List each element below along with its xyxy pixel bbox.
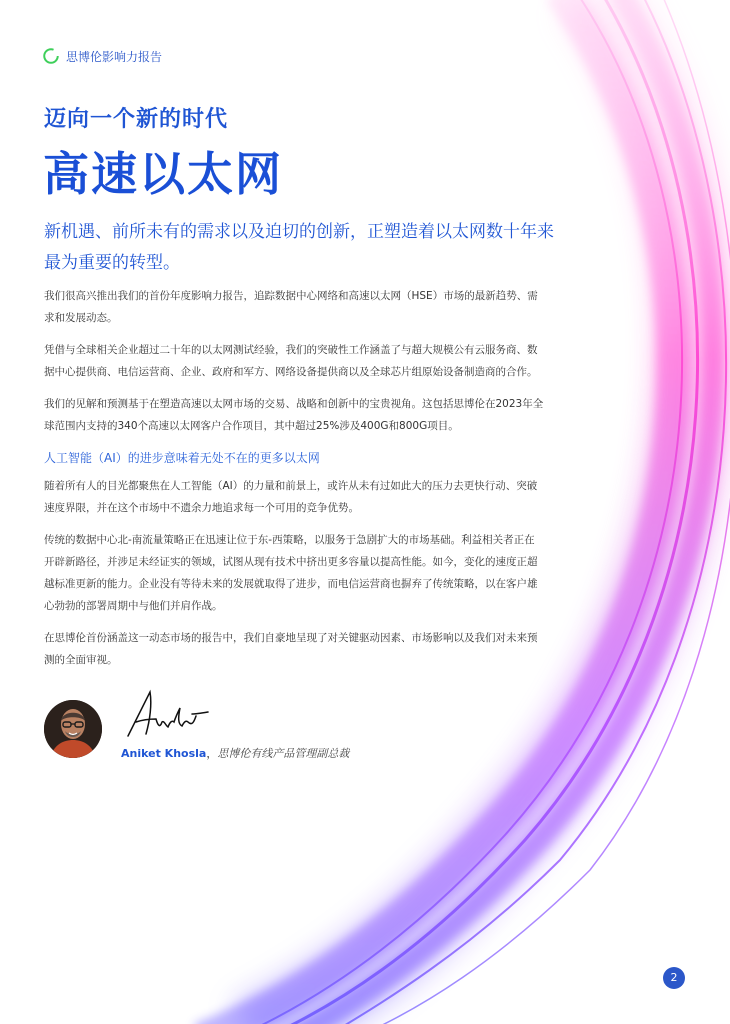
signer-title: 思博伦有线产品管理副总裁	[217, 747, 350, 760]
caption-separator: ，	[206, 747, 218, 760]
signer-name: Aniket Khosla	[121, 747, 207, 760]
page-title: 高速以太网	[43, 147, 283, 201]
body-text	[44, 285, 544, 681]
avatar	[44, 700, 102, 758]
body-paragraph: 传统的数据中心北-南流量策略正在迅速让位于东-西策略，以服务于急剧扩大的市场基础。利益相关者正在开辟新路径，并涉足未经证实的领域，试图从现有技术中挤出更多容量以提高性能。如今，变化的速度正超越标准更新的能力。企业没有等待未来的发展就取得了进步，而电信运营商也摒弃了传统策略，以在客户雄心勃勃的部署周期中与他们并肩作战。	[44, 534, 538, 612]
body-paragraph: 凭借与全球相关企业超过二十年的以太网测试经验，我们的突破性工作涵盖了与超大规模公有云服务商、数据中心提供商、电信运营商、企业、政府和军方、网络设备提供商以及全球芯片组原始设备制造商的合作。	[44, 344, 538, 378]
body-paragraph: 我们的见解和预测基于在塑造高速以太网市场的交易、战略和创新中的宝贵视角。这包括思博伦在2023年全球范围内支持的340个高速以太网客户合作项目，其中超过25%涉及400G和800G项目。	[44, 398, 544, 432]
ring-logo-icon	[42, 47, 60, 65]
section-subheading: 人工智能（AI）的进步意味着无处不在的更多以太网	[44, 451, 320, 465]
lede-paragraph: 新机遇、前所未有的需求以及迫切的创新，正塑造着以太网数十年来最为重要的转型。	[44, 222, 554, 273]
body-paragraph: 在思博伦首份涵盖这一动态市场的报告中，我们自豪地呈现了对关键驱动因素、市场影响以及我们对未来预测的全面审视。	[44, 632, 538, 666]
page-kicker: 迈向一个新的时代	[44, 107, 229, 132]
report-brand	[42, 47, 162, 65]
handwritten-signature	[122, 686, 212, 744]
body-paragraph: 随着所有人的目光都聚焦在人工智能（AI）的力量和前景上，或许从未有过如此大的压力去更快行动、突破速度界限，并在这个市场中不遗余力地追求每一个可用的竞争优势。	[44, 480, 538, 514]
signature-caption	[121, 745, 349, 761]
signature-block	[44, 700, 444, 760]
body-paragraph: 我们很高兴推出我们的首份年度影响力报告，追踪数据中心网络和高速以太网（HSE）市场的最新趋势、需求和发展动态。	[44, 290, 538, 324]
page-number: 2	[663, 967, 685, 989]
brand-text: 思博伦影响力报告	[66, 49, 163, 64]
